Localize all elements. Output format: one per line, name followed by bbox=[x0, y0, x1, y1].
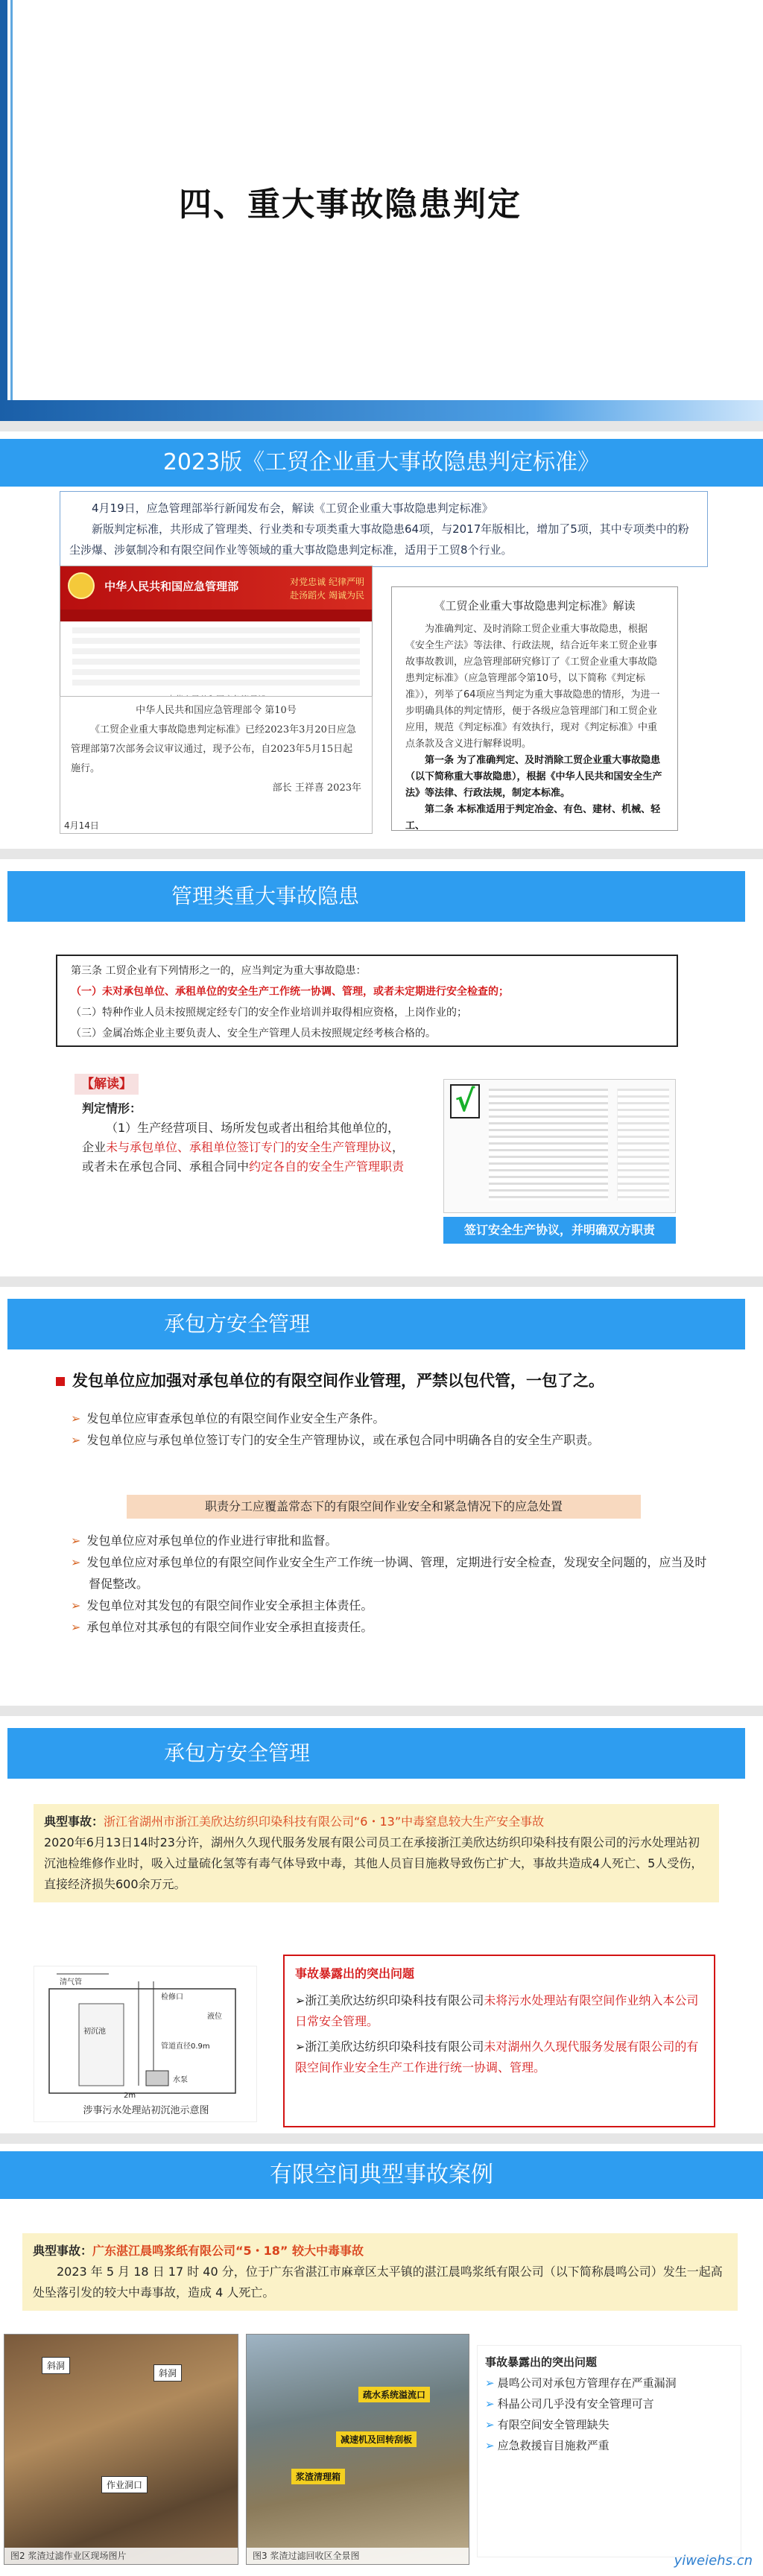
slide-contractor-case bbox=[0, 1716, 763, 2133]
photo-tag: 浆渣清理箱 bbox=[291, 2469, 345, 2484]
judgement-title: 判定情形： bbox=[82, 1101, 142, 1115]
slide-standard-2023 bbox=[0, 431, 763, 849]
photo-tag: 疏水系统溢流口 bbox=[358, 2387, 430, 2402]
slide-title bbox=[0, 0, 763, 421]
arrow-bullet-icon: ➢ bbox=[71, 1555, 81, 1569]
slide-divider bbox=[0, 1276, 763, 1287]
interpretation-title: 《工贸企业重大事故隐患判定标准》解读 bbox=[434, 599, 636, 613]
photo-caption: 图3 浆渣过滤回收区全景图 bbox=[247, 2548, 469, 2564]
judgement-text-red-2: 约定各自的安全生产管理职责 bbox=[249, 1159, 405, 1174]
list-item bbox=[485, 2373, 733, 2393]
article-3-item-3: （三）金属冶炼企业主要负责人、安全生产管理人员未按照规定经考核合格的。 bbox=[71, 1028, 436, 1039]
list-item bbox=[71, 1551, 712, 1595]
list-item-text: 发包单位对其发包的有限空间作业安全承担主体责任。 bbox=[86, 1598, 373, 1613]
judgement-text-2: ，或者未在承包合同、承租合同中 bbox=[82, 1140, 405, 1174]
national-emblem-icon bbox=[68, 572, 95, 599]
arrow-bullet-icon: ➢ bbox=[485, 2397, 495, 2411]
slide-divider bbox=[0, 2133, 763, 2144]
agreement-page-lines-right bbox=[617, 1089, 669, 1200]
diagram-caption: 涉事污水处理站初沉池示意图 bbox=[83, 2105, 209, 2116]
slide-divider bbox=[0, 849, 763, 859]
article-2-text: 本标准适用于判定冶金、有色、建材、机械、轻工、 bbox=[405, 804, 661, 832]
list-item bbox=[71, 1429, 712, 1451]
highlight-note: 职责分工应覆盖常态下的有限空间作业安全和紧急情况下的应急处置 bbox=[127, 1495, 641, 1519]
list-item bbox=[71, 1408, 712, 1429]
judgement-text-1: （1）生产经营项目、场所发包或者出租给其他单位的，企业 bbox=[82, 1121, 400, 1154]
site-photo-1 bbox=[4, 2334, 238, 2565]
bullet-list-top bbox=[71, 1408, 712, 1451]
diagram-label: 检修口 bbox=[161, 1993, 183, 2001]
bullet-square-icon bbox=[56, 1377, 65, 1386]
order-date: 4月14日 bbox=[64, 820, 99, 831]
diagram-label: 水泵 bbox=[173, 2076, 188, 2084]
exposed-item-org: 浙江美欣达纺织印染科技有限公司 bbox=[305, 1993, 484, 2007]
list-item-text: 晨鸣公司对承包方管理存在严重漏洞 bbox=[497, 2376, 677, 2390]
agreement-page-lines bbox=[489, 1089, 608, 1200]
exposed-item: ➢浙江美欣达纺织印染科技有限公司未将污水处理站有限空间作业纳入本公司日常安全管理。 bbox=[295, 1993, 699, 2028]
decor-bar-thin bbox=[10, 0, 13, 421]
article-3-item-2: （二）特种作业人员未按照规定经专门的安全作业培训并取得相应资格，上岗作业的； bbox=[71, 1007, 467, 1019]
slide-management-hazards bbox=[0, 859, 763, 1276]
order-sign: 部长 王祥喜 2023年 bbox=[272, 782, 361, 794]
diagram-label: 液位 bbox=[207, 2013, 222, 2021]
list-item-text: 科晶公司几乎没有安全管理可言 bbox=[497, 2397, 654, 2411]
diagram-label: 管道直径0.9m bbox=[161, 2042, 210, 2051]
footer-band bbox=[0, 400, 763, 421]
article-1-label: 第一条 bbox=[425, 755, 455, 766]
slide-banner: 有限空间典型事故案例 bbox=[0, 2151, 763, 2199]
arrow-bullet-icon: ➢ bbox=[71, 1411, 81, 1425]
arrow-bullet-icon: ➢ bbox=[485, 2418, 495, 2431]
interpretation-article-2 bbox=[405, 802, 664, 835]
arrow-bullet-icon: ➢ bbox=[71, 1620, 81, 1634]
exposed-title: 事故暴露出的突出问题 bbox=[295, 1966, 415, 1981]
interpretation-document bbox=[391, 586, 678, 831]
order-issuer: 中华人民共和国应急管理部令 第10号 bbox=[136, 705, 297, 716]
interpretation-label: 【解读】 bbox=[75, 1074, 139, 1095]
slide-contractor-management bbox=[0, 1287, 763, 1706]
judgement-text-red-1: 未与承包单位、承租单位签订专门的安全生产管理协议 bbox=[106, 1140, 393, 1154]
interpretation-article-1 bbox=[405, 753, 664, 802]
slide-banner: 管理类重大事故隐患 bbox=[7, 871, 745, 922]
intro-text-box bbox=[60, 491, 708, 567]
article-1-text: 为了准确判定、及时消除工贸企业重大事故隐患（以下简称重大事故隐患），根据《中华人民共和国安全生产法》等法律、行政法规，制定本标准。 bbox=[405, 755, 662, 799]
list-item bbox=[485, 2393, 733, 2414]
ministry-slogan: 对党忠诚 纪律严明 赴汤蹈火 竭诚为民 bbox=[290, 577, 364, 601]
slide-divider bbox=[0, 1706, 763, 1716]
case-box bbox=[22, 2233, 738, 2311]
slide-typical-case bbox=[0, 2144, 763, 2576]
exposed-item: ➢浙江美欣达纺织印染科技有限公司未对湖州久久现代服务发展有限公司的有限空间作业安全生产工作进行统一协调、管理。 bbox=[295, 2039, 699, 2075]
ministry-header bbox=[60, 566, 372, 610]
list-item-text: 发包单位应审查承包单位的有限空间作业安全生产条件。 bbox=[86, 1411, 385, 1425]
diagram-label: 清气管 bbox=[60, 1978, 82, 1987]
lead-statement bbox=[56, 1369, 726, 1391]
exposed-item-org: 浙江美欣达纺织印染科技有限公司 bbox=[305, 2039, 484, 2054]
order-body: 《工贸企业重大事故隐患判定标准》已经2023年3月20日应急管理部第7次部务会议审议通过，现予公布，自2023年5月15日起施行。 bbox=[71, 724, 356, 774]
article-3-item-1: （一）未对承包单位、承租单位的安全生产工作统一协调、管理，或者未定期进行安全检查的； bbox=[71, 986, 509, 998]
exposed-item-issue: 未将污水处理站有限空间作业纳入本公司日常安全管理。 bbox=[295, 1993, 699, 2028]
article-2-label: 第二条 bbox=[425, 804, 455, 815]
photo-tag: 减速机及回转刮板 bbox=[336, 2431, 417, 2447]
list-item bbox=[485, 2414, 733, 2435]
slide-divider bbox=[0, 421, 763, 431]
case-box bbox=[34, 1804, 719, 1902]
article-3-intro: 第三条 工贸企业有下列情形之一的，应当判定为重大事故隐患： bbox=[71, 965, 367, 977]
arrow-bullet-icon: ➢ bbox=[71, 1433, 81, 1447]
arrow-bullet-icon: ➢ bbox=[71, 1534, 81, 1548]
case-title: 浙江省湖州市浙江美欣达纺织印染科技有限公司“6・13”中毒窒息较大生产安全事故 bbox=[104, 1814, 545, 1829]
list-item-text: 发包单位应对承包单位的作业进行审批和监督。 bbox=[86, 1534, 338, 1548]
problems-list bbox=[477, 2345, 741, 2557]
lead-text: 发包单位应加强对承包单位的有限空间作业管理，严禁以包代管，一包了之。 bbox=[72, 1372, 604, 1390]
list-item-text: 发包单位应与承包单位签订专门的安全生产管理协议，或在承包合同中明确各自的安全生产职责。 bbox=[86, 1433, 600, 1447]
case-title: 广东湛江晨鸣浆纸有限公司“5・18” 较大中毒事故 bbox=[92, 2244, 364, 2258]
checkmark-icon: √ bbox=[450, 1084, 480, 1118]
judgement-paragraph bbox=[82, 1118, 410, 1177]
diagram-label: 初沉池 bbox=[83, 2028, 106, 2036]
section-title: 四、重大事故隐患判定 bbox=[179, 186, 522, 224]
decor-bar bbox=[0, 0, 7, 421]
interpretation-text bbox=[82, 1099, 410, 1177]
arrow-bullet-icon: ➢ bbox=[485, 2439, 495, 2452]
photo-tag: 斜洞 bbox=[153, 2364, 182, 2382]
exposed-item-issue: 未对湖州久久现代服务发展有限公司的有限空间作业安全生产工作进行统一协调、管理。 bbox=[295, 2039, 699, 2075]
arrow-bullet-icon: ➢ bbox=[485, 2376, 495, 2390]
slide-banner: 2023版《工贸企业重大事故隐患判定标准》 bbox=[0, 439, 763, 487]
slide-banner: 承包方安全管理 bbox=[7, 1728, 745, 1779]
list-item bbox=[71, 1616, 712, 1638]
list-item-text: 应急救援盲目施救严重 bbox=[497, 2439, 610, 2452]
problems-title: 事故暴露出的突出问题 bbox=[485, 2355, 598, 2369]
list-item-text: 有限空间安全管理缺失 bbox=[497, 2418, 610, 2431]
ministry-order-document bbox=[60, 696, 373, 834]
slide-banner: 承包方安全管理 bbox=[7, 1299, 745, 1349]
tank-drawing bbox=[34, 1966, 258, 2101]
exposed-problems-box bbox=[283, 1955, 715, 2127]
case-label: 典型事故： bbox=[44, 1814, 104, 1829]
watermark: yiweiehs.cn bbox=[674, 2553, 753, 2569]
bullet-list-bottom bbox=[71, 1530, 712, 1638]
diagram-label: 2m bbox=[124, 2092, 136, 2100]
arrow-bullet-icon: ➢ bbox=[71, 1598, 81, 1613]
case-body: 2020年6月13日14时23分许，湖州久久现代服务发展有限公司员工在承接浙江美欣达纺织印染科技有限公司的污水处理站初沉池检维修作业时，吸入过量硫化氢等有毒气体导致中毒，其他人员盲目施救导致伤亡扩大，事故共造成4人死亡、5人受伤，直接经济损失600余万元。 bbox=[44, 1835, 703, 1891]
sedimentation-tank-diagram bbox=[34, 1966, 257, 2122]
intro-line-2: 新版判定标准，共形成了管理类、行业类和专项类重大事故隐患64项，与2017年版相比，增加了5项，其中专项类中的粉尘涉爆、涉氨制冷和有限空间作业等领域的重大事故隐患判定标准，适用于工贸8个行业。 bbox=[69, 522, 689, 557]
photo-caption: 图2 浆渣过滤作业区现场图片 bbox=[4, 2548, 238, 2564]
web-content-lines bbox=[72, 627, 360, 687]
case-body: 2023 年 5 月 18 日 17 时 40 分，位于广东省湛江市麻章区太平镇的湛江晨鸣浆纸有限公司（以下简称晨鸣公司）发生一起高处坠落引发的较大中毒事故，造成 4 人死亡。 bbox=[33, 2265, 723, 2300]
list-item bbox=[71, 1530, 712, 1551]
list-item-text: 发包单位应对承包单位的有限空间作业安全生产工作统一协调、管理，定期进行安全检查，发现安全问题的，应当及时督促整改。 bbox=[86, 1555, 707, 1591]
list-item bbox=[485, 2435, 733, 2456]
list-item-text: 承包单位对其承包的有限空间作业安全承担直接责任。 bbox=[86, 1620, 373, 1634]
photo-tag: 斜洞 bbox=[42, 2357, 70, 2374]
case-label: 典型事故： bbox=[33, 2244, 93, 2258]
article-3-box bbox=[56, 955, 678, 1047]
interpretation-body: 为准确判定、及时消除工贸企业重大事故隐患，根据《安全生产法》等法律、行政法规，结合近年来工贸企业事故事故教训，应急管理部研究修订了《工贸企业重大事故隐患判定标准》（应急管理部令第10号，以下简称《判定标准》），列举了64项应当判定为重大事故隐患的情形，为进一步明确具体的判定情形，便于各级应急管理部门和工贸企业应用，规范《判定标准》有效执行，现对《判定标准》中重点条款及含义进行解释说明。 bbox=[405, 624, 660, 750]
site-photo-2 bbox=[246, 2334, 469, 2565]
intro-line-1: 4月19日，应急管理部举行新闻发布会，解读《工贸企业重大事故隐患判定标准》 bbox=[92, 501, 493, 515]
agreement-caption: 签订安全生产协议，并明确双方职责 bbox=[443, 1217, 676, 1244]
ministry-nav bbox=[60, 610, 372, 621]
list-item bbox=[71, 1595, 712, 1616]
photo-tag: 作业洞口 bbox=[101, 2476, 148, 2493]
safety-agreement-image bbox=[443, 1079, 676, 1213]
ministry-name: 中华人民共和国应急管理部 bbox=[104, 579, 239, 593]
